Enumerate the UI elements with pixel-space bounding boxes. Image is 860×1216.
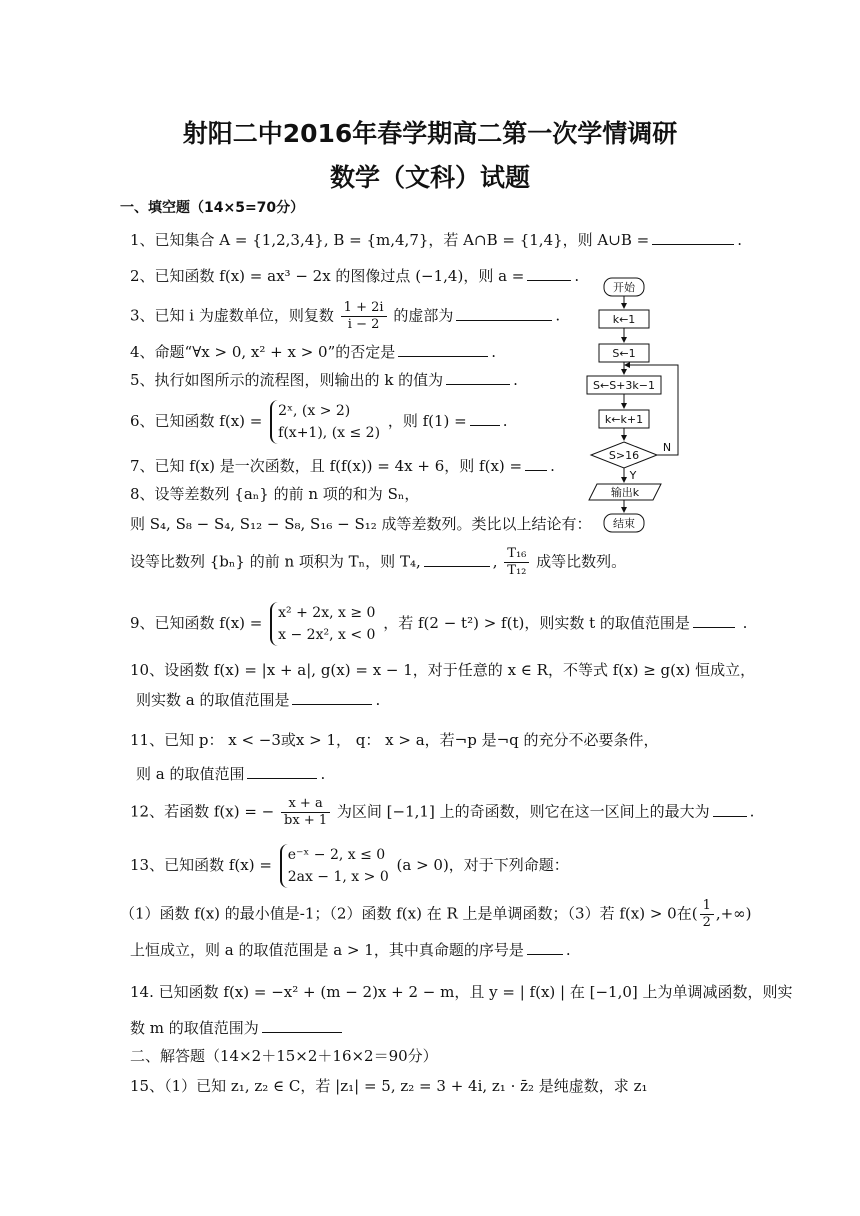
flowchart-end-label: 结束 bbox=[613, 517, 635, 530]
question-13-c: 上恒成立，则 a 的取值范围是 a > 1，其中真命题的序号是 . bbox=[130, 941, 571, 959]
question-14-a: 14. 已知函数 f(x) = −x² + (m − 2)x + 2 − m，且 y = | f(x) | 在 [−1,0] 上为单调减函数，则实 bbox=[130, 983, 793, 1001]
question-4: 4、命题“∀x > 0, x² + x > 0”的否定是 . bbox=[130, 343, 497, 361]
question-14-b: 数 m 的取值范围为 bbox=[130, 1018, 345, 1038]
flowchart-no-label: N bbox=[662, 441, 672, 454]
fraction: $\frac{x + a}{bx + 1}$ bbox=[281, 796, 330, 829]
question-13: 13、已知函数 f(x) = e⁻ˣ − 2, x ≤ 0 2ax − 1, x > 0 (a > 0)，对于下列命题： bbox=[130, 844, 569, 888]
exam-title: 射阳二中2016年春学期高二第一次学情调研 bbox=[182, 119, 678, 148]
question-12: 12、若函数 f(x) = − $\frac{x + a}{bx + 1}$ 为区间 [−1,1] 上的奇函数，则它在这一区间上的最大为 . bbox=[130, 796, 755, 828]
flowchart bbox=[575, 270, 705, 540]
question-15: 15、（1）已知 z₁, z₂ ∈ C，若 |z₁| = 5, z₂ = 3 + 4i, z₁ · z̄₂ 是纯虚数，求 z₁ bbox=[130, 1077, 648, 1095]
question-1: 1、已知集合 A = {1,2,3,4}, B = {m,4,7}，若 A∩B = {1,4}，则 A∪B = . bbox=[130, 231, 742, 249]
answer-blank-4 bbox=[398, 342, 488, 357]
answer-blank-2 bbox=[527, 266, 571, 281]
flowchart-yes-label: Y bbox=[629, 469, 637, 482]
exam-subtitle: 数学（文科）试题 bbox=[329, 163, 530, 192]
question-8-c: 设等比数列 {bₙ} 的前 n 项积为 Tₙ，则 T₄, , $\frac{\text{T₁₆}}{\text{T₁₂}}$ 成等比数列。 bbox=[130, 546, 627, 578]
answer-blank-3 bbox=[456, 306, 552, 321]
fraction: $\frac{1 + 2i}{i - 2}$ bbox=[341, 300, 387, 333]
answer-blank-12 bbox=[713, 802, 747, 817]
answer-blank-10 bbox=[292, 690, 372, 705]
question-11-b: 则 a 的取值范围 . bbox=[136, 765, 326, 783]
question-7: 7、已知 f(x) 是一次函数，且 f(f(x)) = 4x + 6，则 f(x) = . bbox=[130, 457, 555, 475]
flowchart-step4-label: k←k+1 bbox=[604, 413, 644, 426]
answer-blank-9 bbox=[693, 613, 735, 628]
section-fill-in: 一、填空题（14×5=70分） bbox=[120, 200, 305, 216]
question-3: 3、已知 i 为虚数单位，则复数 $\frac{1 + 2i}{i - 2}$ 的虚部为 . bbox=[130, 300, 561, 332]
question-8-a: 8、设等差数列 {aₙ} 的前 n 项的和为 Sₙ， bbox=[130, 485, 420, 503]
flowchart-step1-label: k←1 bbox=[612, 313, 636, 326]
question-10-a: 10、设函数 f(x) = |x + a|, g(x) = x − 1，对于任意的 x ∈ R，不等式 f(x) ≥ g(x) 恒成立， bbox=[130, 661, 756, 679]
flowchart-decision-label: S>16 bbox=[608, 449, 640, 462]
question-5: 5、执行如图所示的流程图，则输出的 k 的值为 . bbox=[130, 371, 518, 389]
question-13-b: （1）函数 f(x) 的最小值是-1；（2）函数 f(x) 在 R 上是单调函数；（3）若 f(x) > 0在( $\frac{1}{2}$ ,+∞) bbox=[120, 898, 752, 930]
question-6: 6、已知函数 f(x) = 2ˣ, (x > 2) f(x+1), (x ≤ 2) ，则 f(1) = . bbox=[130, 400, 508, 444]
fraction: $\frac{\text{T₁₆}}{\text{T₁₂}}$ bbox=[504, 546, 529, 579]
question-2: 2、已知函数 f(x) = ax³ − 2x 的图像过点 (−1,4)，则 a = . bbox=[130, 267, 580, 285]
fraction: $\frac{1}{2}$ bbox=[700, 898, 714, 931]
answer-blank-7 bbox=[525, 456, 547, 471]
flowchart-start-label: 开始 bbox=[613, 281, 635, 294]
section-answers: 二、解答题（14×2＋15×2＋16×2＝90分） bbox=[130, 1047, 438, 1065]
answer-blank-5 bbox=[446, 370, 510, 385]
answer-blank-11 bbox=[247, 764, 317, 779]
piecewise-function: e⁻ˣ − 2, x ≤ 0 2ax − 1, x > 0 bbox=[280, 844, 389, 888]
answer-blank-6 bbox=[470, 411, 500, 426]
flowchart-output-label: 输出k bbox=[610, 486, 640, 499]
question-9: 9、已知函数 f(x) = x² + 2x, x ≥ 0 x − 2x², x < 0 ，若 f(2 − t²) > f(t)，则实数 t 的取值范围是 . bbox=[130, 602, 747, 646]
question-11-a: 11、已知 p： x < −3或x > 1， q： x > a，若¬p 是¬q 的充分不必要条件， bbox=[130, 731, 659, 749]
answer-blank-1 bbox=[652, 230, 734, 245]
piecewise-function: x² + 2x, x ≥ 0 x − 2x², x < 0 bbox=[270, 602, 375, 646]
question-8-b: 则 S₄, S₈ − S₄, S₁₂ − S₈, S₁₆ − S₁₂ 成等差数列。类比以上结论有： bbox=[130, 515, 592, 533]
piecewise-function: 2ˣ, (x > 2) f(x+1), (x ≤ 2) bbox=[270, 400, 380, 444]
answer-blank-13 bbox=[527, 940, 563, 955]
answer-blank-8 bbox=[424, 552, 490, 567]
answer-blank-14 bbox=[262, 1018, 342, 1033]
flowchart-step3-label: S←S+3k−1 bbox=[593, 379, 655, 392]
question-10-b: 则实数 a 的取值范围是 . bbox=[136, 691, 381, 709]
flowchart-step2-label: S←1 bbox=[612, 347, 636, 360]
